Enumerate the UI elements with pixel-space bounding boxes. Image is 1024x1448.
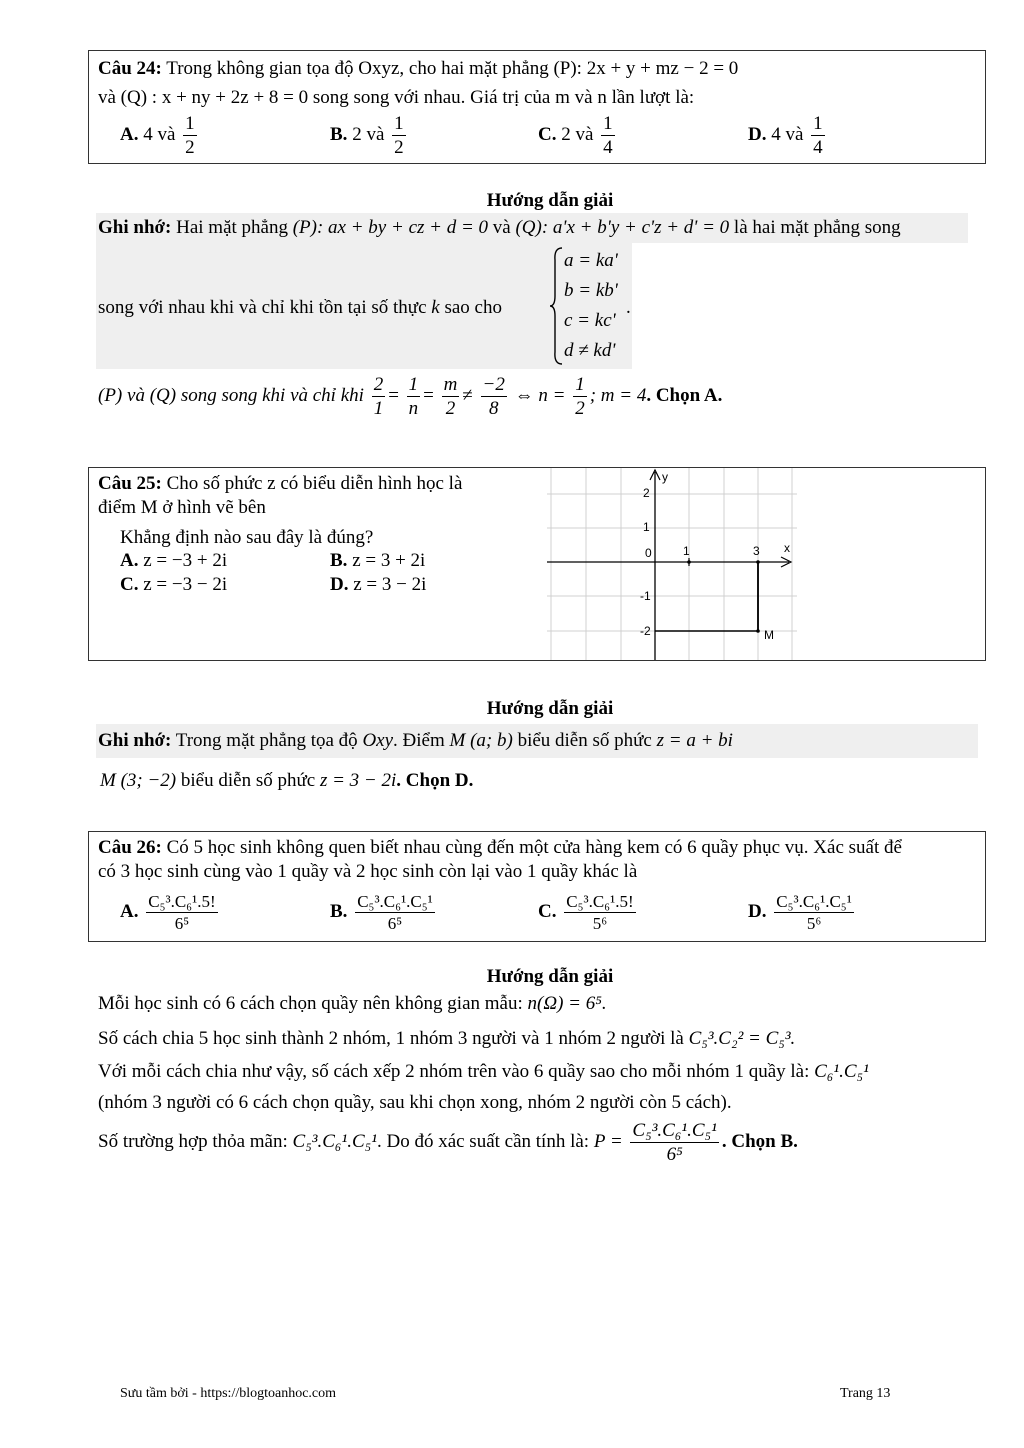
question-text: và (Q) : x + ny + 2z + 8 = 0 song song với nhau. Giá trị của m và n lần lượt là: xyxy=(98,87,695,108)
q24-option-c[interactable] xyxy=(538,110,618,160)
system-eq-4: d ≠ kd' xyxy=(564,340,616,361)
graph-label-y: y xyxy=(662,470,668,484)
option-text: 2 và xyxy=(352,124,385,145)
option-text: 2 và xyxy=(561,124,594,145)
question-26-line2: có 3 học sinh cùng vào 1 quầy và 2 học sinh còn lại vào 1 quầy khác là xyxy=(98,861,638,882)
solution-26-line4: (nhóm 3 người có 6 cách chọn quầy, sau khi chọn xong, nhóm 2 người còn 5 cách). xyxy=(98,1092,732,1113)
option-fraction: $\frac{1}{2}$ xyxy=(185,113,195,159)
option-text: 4 và xyxy=(143,124,176,145)
option-fraction: $\frac{1}{4}$ xyxy=(603,113,613,159)
option-fraction: $\frac{1}{2}$ xyxy=(394,113,404,159)
q24-option-b[interactable] xyxy=(330,110,409,160)
graph-label-m: M xyxy=(764,628,774,642)
question-label: Câu 24: xyxy=(98,58,162,79)
answer-24: (P) và (Q) song song khi và chỉ khi $\frac{2}{1}$ = $\frac{1}{n}$ = $\frac{m}{2}$ ≠ $\frac{-2}{8}$ ⇔ n = $\frac{1}{2}$ ; m = 4. Chọn A. xyxy=(98,374,723,420)
q25-option-a[interactable]: A. z = −3 + 2i xyxy=(120,550,228,571)
option-key: B. xyxy=(330,124,348,145)
q24-option-d[interactable] xyxy=(748,110,828,160)
q25-option-b[interactable]: B. z = 3 + 2i xyxy=(330,550,426,571)
graph-label-x: x xyxy=(784,541,790,555)
question-25-line3: Khẳng định nào sau đây là đúng? xyxy=(120,527,374,548)
coordinate-graph xyxy=(547,468,797,660)
system-dot: . xyxy=(626,297,631,318)
solution-26-line5: Số trường hợp thỏa mãn: C₅³.C₆¹.C₅¹. Do đó xác suất cần tính là: P = $\frac{\text{C₅³.C₆¹.C₅¹}}{\text{6⁵}}$ . Chọn B. xyxy=(98,1120,798,1166)
question-25-line2: điểm M ở hình vẽ bên xyxy=(98,497,266,518)
q24-option-a[interactable] xyxy=(120,110,200,160)
solution-26-line1: Mỗi học sinh có 6 cách chọn quầy nên không gian mẫu: n(Ω) = 6⁵. xyxy=(98,993,607,1014)
question-24-line2 xyxy=(98,86,694,110)
option-key: D. xyxy=(748,124,767,145)
graph-label-y1: 1 xyxy=(643,520,650,534)
system-eq-2: b = kb' xyxy=(564,280,618,301)
system-eq-1: a = ka' xyxy=(564,250,618,271)
footer-source: Sưu tầm bởi - https://blogtoanhoc.com xyxy=(120,1386,337,1401)
q26-option-d[interactable]: D. $\frac{\text{C₅³.C₆¹.C₅¹}}{\text{5⁶}}$ xyxy=(748,892,852,934)
question-26-line1: Câu 26: Có 5 học sinh không quen biết nhau cùng đến một cửa hàng kem có 6 quầy phục vụ. Xác suất để xyxy=(98,837,902,858)
option-key: C. xyxy=(538,124,557,145)
note-line: Ghi nhớ: Trong mặt phẳng tọa độ Oxy. Điểm M (a; b) biểu diễn số phức z = a + bi xyxy=(98,730,733,751)
solution-heading: Hướng dẫn giải xyxy=(486,698,614,719)
solution-26-line2: Số cách chia 5 học sinh thành 2 nhóm, 1 nhóm 3 người và 1 nhóm 2 người là C₅³.C₂² = C₅³. xyxy=(98,1028,796,1049)
question-25-line1: Câu 25: Cho số phức z có biểu diễn hình học là xyxy=(98,473,463,494)
question-text: Trong không gian tọa độ Oxyz, cho hai mặt phẳng (P): 2x + y + mz − 2 = 0 xyxy=(166,58,739,79)
system-eq-3: c = kc' xyxy=(564,310,616,331)
option-key: A. xyxy=(120,124,139,145)
solution-heading: Hướng dẫn giải xyxy=(486,190,614,211)
graph-label-origin: 0 xyxy=(645,546,652,560)
question-24-line1 xyxy=(98,57,738,81)
note-line1: Ghi nhớ: Hai mặt phẳng (P): ax + by + cz + d = 0 và (Q): a'x + b'y + c'z + d' = 0 là hai mặt phẳng song xyxy=(98,217,901,238)
system-brace xyxy=(548,246,564,366)
q25-option-c[interactable]: C. z = −3 − 2i xyxy=(120,574,228,595)
solution-26-line3: Với mỗi cách chia như vậy, số cách xếp 2 nhóm trên vào 6 quầy sao cho mỗi nhóm 1 quầy là: C₆¹.C₅¹ xyxy=(98,1061,869,1082)
note-line2: song với nhau khi và chỉ khi tồn tại số thực k sao cho xyxy=(98,297,502,318)
q26-option-a[interactable]: A. $\frac{\text{C₅³.C₆¹.5!}}{\text{6⁵}}$ xyxy=(120,892,216,934)
q26-option-c[interactable]: C. $\frac{\text{C₅³.C₆¹.5!}}{\text{5⁶}}$ xyxy=(538,892,634,934)
option-text: 4 và xyxy=(771,124,804,145)
graph-label-ym1: -1 xyxy=(640,589,651,603)
graph-label-x1: 1 xyxy=(683,544,690,558)
option-fraction: $\frac{1}{4}$ xyxy=(813,113,823,159)
solution-heading: Hướng dẫn giải xyxy=(486,966,614,987)
graph-label-ym2: -2 xyxy=(640,624,651,638)
footer-page-number: Trang 13 xyxy=(840,1386,891,1401)
q26-option-b[interactable]: B. $\frac{\text{C₅³.C₆¹.C₅¹}}{\text{6⁵}}$ xyxy=(330,892,433,934)
graph-label-x3: 3 xyxy=(753,544,760,558)
answer-25: M (3; −2) biểu diễn số phức z = 3 − 2i. Chọn D. xyxy=(100,770,474,791)
q25-option-d[interactable]: D. z = 3 − 2i xyxy=(330,574,427,595)
graph-label-y2: 2 xyxy=(643,486,650,500)
